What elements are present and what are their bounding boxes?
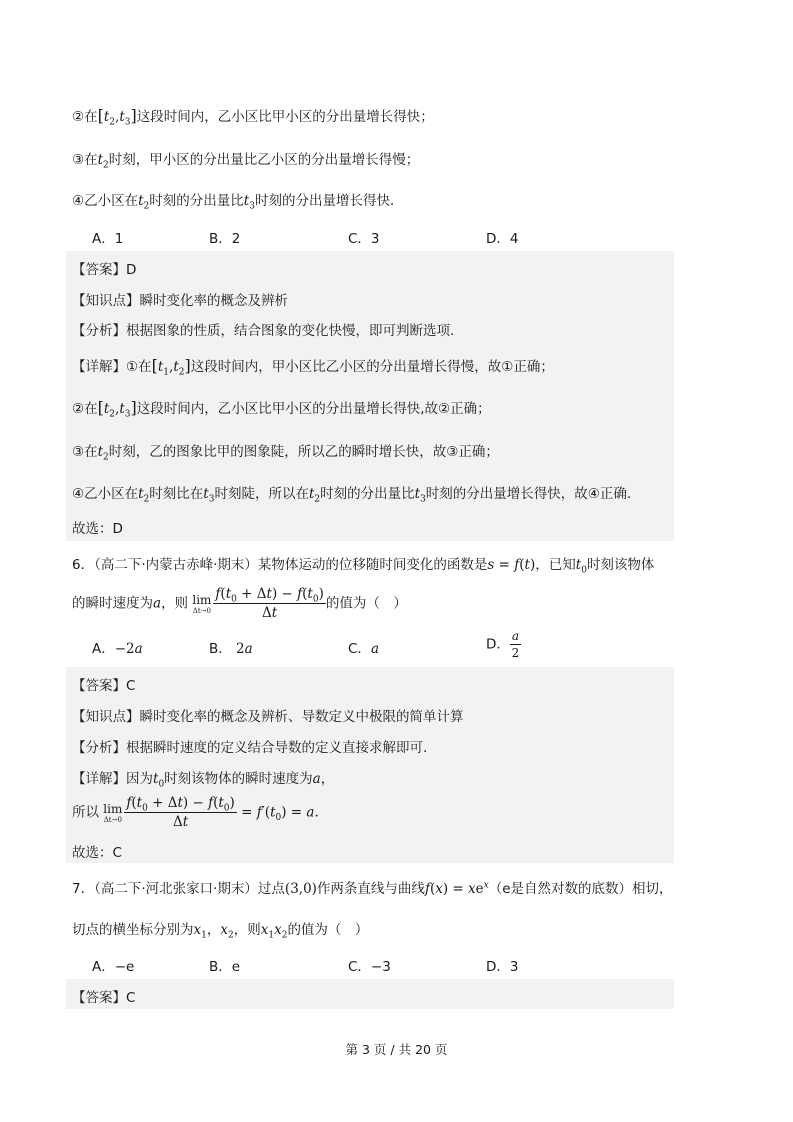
- option-a: A．−2a: [92, 641, 143, 657]
- q5-options: [72, 227, 672, 247]
- answer: 【答案】C: [72, 990, 136, 1006]
- option-c: C．3: [348, 231, 380, 247]
- limit-expression: lim Δt→0: [192, 592, 212, 615]
- q5-statement-2: ②在$[t_2,t_3]$这段时间内，乙小区比甲小区的分出量增长得快；: [72, 106, 434, 128]
- option-d: D．4: [486, 231, 519, 247]
- q7-stem-line-1: 7．（高二下·河北张家口·期末）过点(3,0)作两条直线与曲线$f(x) = xe^x(e$是自然对数的底数）相切，: [72, 880, 673, 897]
- q6-options: [72, 629, 672, 660]
- option-a: A．−e: [92, 959, 135, 975]
- answer: 【答案】D: [72, 262, 137, 278]
- detail-1: 【详解】因为$t_0$时刻该物体的瞬时速度为a，: [72, 771, 335, 790]
- q6-stem-line-1: 6．（高二下·内蒙古赤峰·期末）某物体运动的位移随时间变化的函数是s = f(t)，已知$t_0$时刻该物体: [72, 557, 655, 576]
- q6-solution-box: [66, 667, 674, 863]
- q5-solution-box: [66, 251, 674, 541]
- q5-statement-3: ③在$t_2$时刻，甲小区的分出量比乙小区的分出量增长得慢；: [72, 152, 420, 171]
- choose: 故选：C: [72, 845, 122, 861]
- q7-solution-box: [66, 979, 674, 1009]
- answer: 【答案】C: [72, 678, 136, 694]
- option-b: B．2: [209, 231, 241, 247]
- analysis: 【分析】根据图象的性质，结合图象的变化快慢，即可判断选项.: [72, 323, 455, 339]
- knowledge-point: 【知识点】瞬时变化率的概念及辨析、导数定义中极限的简单计算: [72, 709, 464, 725]
- choose: 故选：D: [72, 521, 123, 537]
- option-b: B． 2a: [209, 641, 253, 657]
- q5-statement-4: ④乙小区在$t_2$时刻的分出量比$t_3$时刻的分出量增长得快．: [72, 193, 404, 212]
- q7-stem-line-2: 切点的横坐标分别为$x_1$，$x_2$，则$x_1x_2$的值为（ ）: [72, 922, 369, 941]
- option-c: C．a: [348, 641, 379, 657]
- detail-2: ②在$[t_2,t_3]$这段时间内，乙小区比甲小区的分出量增长得快,故②正确；: [72, 398, 491, 420]
- detail-4: ④乙小区在$t_2$时刻比在$t_3$时刻陡，所以在$t_2$时刻的分出量比$t_3$时刻的分出量增长得快，故④正确.: [72, 486, 632, 505]
- option-a: A．1: [92, 231, 124, 247]
- analysis: 【分析】根据瞬时速度的定义结合导数的定义直接求解即可.: [72, 740, 428, 756]
- detail-1: 【详解】①在$[t_1,t_2]$这段时间内，甲小区比乙小区的分出量增长得慢，故①正确；: [72, 356, 554, 378]
- detail-2: 所以 lim Δt→0 $\frac{f(t_0 + \Delta t) - f(t_0)}{\Delta t}$ = $f'(t_0) = a$.: [72, 795, 319, 830]
- option-d: D．3: [486, 959, 519, 975]
- option-b: B．e: [209, 959, 241, 975]
- q7-options: [72, 955, 672, 975]
- detail-3: ③在$t_2$时刻，乙的图象比甲的图象陡，所以乙的瞬时增长快，故③正确；: [72, 444, 499, 463]
- q6-stem-line-2: 的瞬时速度为a，则 lim Δt→0 $\frac{f(t_0 + \Delta t) - f(t_0)}{\Delta t}$ 的值为（ ）: [72, 586, 407, 621]
- option-c: C．−3: [348, 959, 391, 975]
- difference-quotient: $\frac{f(t_0 + \Delta t) - f(t_0)}{\Delta t}$: [215, 586, 324, 621]
- option-d: D． $\frac{a}{2}$: [486, 629, 520, 660]
- page-footer: 第 3 页 / 共 20 页: [345, 1042, 448, 1057]
- knowledge-point: 【知识点】瞬时变化率的概念及辨析: [72, 293, 288, 309]
